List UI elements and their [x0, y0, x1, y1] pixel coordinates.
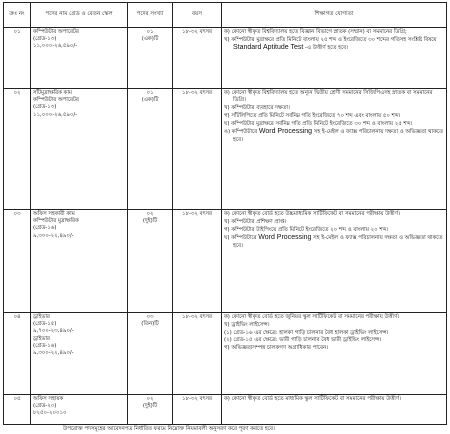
count-line: (তিন)টি [141, 321, 159, 328]
item-text: কোনো স্বীকৃত বিশ্ববিদ্যালয় হতে বিজ্ঞান বিভাগে স্নাতক (সম্মান) বা সমমানের ডিগ্রি; [231, 29, 407, 35]
footer-note: উপরোক্ত পদসমূহের আবেদনপত্র নির্ধারিত ফরমে নিম্নোক্ত নিয়মাবলী অনুসরণ করে পূরণ করতে হবে। [63, 426, 275, 432]
qualification-item [224, 234, 444, 249]
count-line: ০১ [146, 90, 154, 96]
post-line: (গ্রেড-১৫) [33, 321, 57, 328]
serial-cell: ০৪ [4, 313, 31, 395]
item-text-after: সহ ই-মেইল ও ফ্যাক্স পরিচালনায় দক্ষতা ও অভিজ্ঞতা থাকতে হবে। [233, 235, 443, 249]
post-line: (গ্রেড-১৩) [33, 36, 57, 43]
post-line: (গ্রেড-১৬) [33, 342, 57, 349]
age-cell: ১৮-৩২ বৎসর [173, 89, 222, 210]
table-body [4, 28, 447, 425]
count-line: ০১ [146, 29, 154, 35]
item-text: ড্রাইভিং লাইসেন্স। [231, 321, 270, 328]
item-text: কম্পিউটারে [231, 235, 257, 242]
qualification-item [224, 113, 444, 120]
item-text: কম্পিউটার টাইপিংয়ে প্রতি মিনিটে ইংরেজিতে ২০ শব্দ ও বাংলায় ২০ শব্দ। [231, 226, 389, 233]
serial-cell: ০২ [4, 89, 31, 210]
qualification-item [224, 219, 444, 226]
item-text: কম্পিউটার মুদ্রাক্ষরে প্রতি মিনিটে বাংলায় ২৫ শব্দ ও ইংরেজিতে ৩০ শব্দের গতিসহ সংশ্লিষ্ট বিষয়ে [231, 36, 437, 43]
qualification-cell [222, 395, 447, 425]
post-line: কম্পিউটার মুদ্রাক্ষরিক [33, 218, 79, 225]
post-cell [31, 89, 128, 210]
count-line: ০২ [146, 396, 154, 402]
item-text: কম্পিউটার প্রশিক্ষণ প্রাপ্ত। [231, 218, 287, 225]
table-row [4, 313, 447, 395]
item-text: কোনো স্বীকৃত বোর্ড হতে মাধ্যমিক স্কুল সার্টিফিকেট বা সমমানের পরীক্ষায় উত্তীর্ণ। [231, 396, 401, 402]
item-prefix: ঙ) [224, 129, 231, 136]
qualification-item [224, 211, 444, 218]
age-cell: ১৮-৩২ বৎসর [173, 395, 222, 425]
post-cell [31, 28, 128, 89]
qualification-item [224, 322, 444, 329]
post-line: ১১,০০০-২৬,৫৯০/- [33, 43, 78, 50]
item-text: সাঁটলিপিতে প্রতি মিনিটে সর্বনিম্ন গতি ইংরেজিতে ৭০ শব্দ এবং বাংলায় ৫০ শব্দ। [231, 112, 401, 119]
qualification-item [224, 29, 444, 36]
item-prefix: গ) [224, 226, 230, 233]
item-prefix: ক) [224, 396, 230, 402]
qualification-item [224, 227, 444, 234]
item-prefix: খ) [224, 218, 230, 225]
count-line: ০৩ [146, 314, 154, 320]
post-line: (গ্রেড-১৩) [33, 104, 57, 111]
item-prefix: ক) [224, 211, 230, 217]
serial-cell: ০৩ [4, 210, 31, 313]
post-line: সাঁটমুদ্রাক্ষরিক কাম [33, 90, 72, 96]
count-cell [128, 210, 173, 313]
item-text: কোনো স্বীকৃত বোর্ড হতে উচ্চমাধ্যমিক সার্টিফিকেট বা সমমানের পরীক্ষায় উত্তীর্ণ। [231, 211, 400, 217]
item-text: কম্পিউটারে [231, 129, 258, 136]
item-latin-term: Word Processing [258, 128, 313, 136]
age-cell: ১৮-৩২ বৎসর [173, 210, 222, 313]
qualification-item [224, 37, 444, 52]
count-line: (দুই)টি [142, 218, 158, 225]
qualification-item [224, 105, 444, 112]
qualification-item [224, 90, 444, 104]
item-text-after: -এ উত্তীর্ণ হতে হবে। [305, 45, 349, 51]
post-line: ড্রাইভার [33, 314, 50, 320]
table-row [4, 89, 447, 210]
qualification-item [224, 330, 444, 337]
qualification-cell [222, 313, 447, 395]
post-line: অফিস সহায়ক [33, 396, 64, 402]
count-line: (এক)টি [141, 36, 159, 43]
table-row [4, 395, 447, 425]
item-text-after: সহ ই-মেইল ও ফ্যাক্স পরিচালনায় দক্ষতা ও অভিজ্ঞতা থাকতে হবে। [233, 129, 444, 143]
post-line: ড্রাইভার [33, 335, 50, 342]
post-cell [31, 313, 128, 395]
item-latin-term: Standard Aptitude Test [233, 44, 304, 51]
header-qualification: শিক্ষাগত যোগ্যতা [222, 3, 447, 28]
post-line: ১১,০০০-২৬,৫৯০/- [33, 111, 78, 118]
vacancy-table [3, 2, 447, 425]
item-prefix: গ) [224, 112, 230, 119]
qualification-cell [222, 89, 447, 210]
header-age: বয়স [173, 3, 222, 28]
post-line: (গ্রেড-১৬) [33, 225, 57, 232]
item-text: কোনো স্বীকৃত বোর্ড হতে জুনিয়র স্কুল সার্টিফিকেট বা সমমানের পরীক্ষায় উত্তীর্ণ। [231, 314, 400, 320]
item-prefix: ঘ) [224, 235, 230, 242]
post-line: ৮২৫০-২০০১০ [33, 410, 67, 417]
qualification-item [224, 345, 444, 352]
header-post: পদের নাম গ্রেড ও বেতন স্কেল [31, 3, 128, 28]
item-text: অভিজ্ঞতাসম্পন্ন চালকগণ অগ্রাধিকার পাবেন। [231, 345, 329, 352]
item-text: (১) গ্রেড-১৬ এর ক্ষেত্রে: হালকা গাড়ি চালনার বৈধ হালকা ড্রাইভিং লাইসেন্স। [224, 329, 389, 336]
item-prefix: গ) [224, 345, 230, 352]
post-line: ৯,৩০০-২২,৪৯০/- [33, 232, 74, 239]
item-prefix: খ) [224, 36, 230, 43]
count-line: (এক)টি [141, 97, 159, 104]
item-prefix: ক) [224, 29, 230, 35]
header-count: পদের সংখ্যা [128, 3, 173, 28]
item-prefix: খ) [224, 105, 230, 111]
serial-cell: ০৫ [4, 395, 31, 425]
post-line: ৯,৭০০-২৩,৪৯০/- [33, 328, 74, 335]
serial-cell: ০১ [4, 28, 31, 89]
item-prefix: ক) [224, 90, 230, 96]
item-text: (২) গ্রেড-১৫ এর ক্ষেত্রে: ভারী গাড়ি চালনার বৈধ ভারী ড্রাইভিং লাইসেন্স। [224, 337, 382, 344]
table-row [4, 210, 447, 313]
post-line: (গ্রেড-২০) [33, 403, 57, 410]
post-cell [31, 210, 128, 313]
recruitment-document [3, 2, 447, 434]
qualification-item [224, 121, 444, 128]
count-cell [128, 313, 173, 395]
item-latin-term: Word Processing [258, 234, 312, 242]
age-cell: ১৮-৩২ বৎসর [173, 313, 222, 395]
item-text: কম্পিউটার ব্যবহারে দক্ষতা। [231, 105, 290, 111]
count-cell [128, 28, 173, 89]
table-row [4, 28, 447, 89]
count-cell [128, 89, 173, 210]
post-cell [31, 395, 128, 425]
item-prefix: ঘ) [224, 120, 230, 127]
item-text: কম্পিউটার মুদ্রাক্ষরে সর্বনিম্ন গতি প্রতি মিনিটে ইংরেজিতে ৩০ শব্দ ও বাংলায় ২৫ শব্দ। [231, 120, 413, 127]
item-prefix: খ) [224, 321, 230, 328]
count-cell [128, 395, 173, 425]
item-prefix: ক) [224, 314, 230, 320]
qualification-item [224, 128, 444, 143]
qualification-cell [222, 28, 447, 89]
table-header-row [4, 3, 447, 28]
item-text: কোনো স্বীকৃত বিশ্ববিদ্যালয় হতে অন্যূন দ্বিতীয় শ্রেণী সমমানের সিজিপিএসহ স্নাতক বা সমমানের ডিগ্রি। [231, 90, 433, 104]
age-cell: ১৮-৩২ বৎসর [173, 28, 222, 89]
qualification-item [224, 314, 444, 321]
post-line: ৯,৩০০-২২,৪৯০/- [33, 350, 74, 357]
qualification-cell [222, 210, 447, 313]
post-line: কম্পিউটার অপারেটর [33, 29, 79, 35]
post-line: অফিস সহকারী কাম [33, 211, 75, 217]
header-serial: ক্রঃ নং [4, 3, 31, 28]
qualification-item [224, 396, 444, 403]
count-line: (দুই)টি [142, 403, 158, 410]
post-line: কম্পিউটার অপারেটর [33, 97, 79, 104]
qualification-item [224, 337, 444, 344]
count-line: ০২ [146, 211, 154, 217]
